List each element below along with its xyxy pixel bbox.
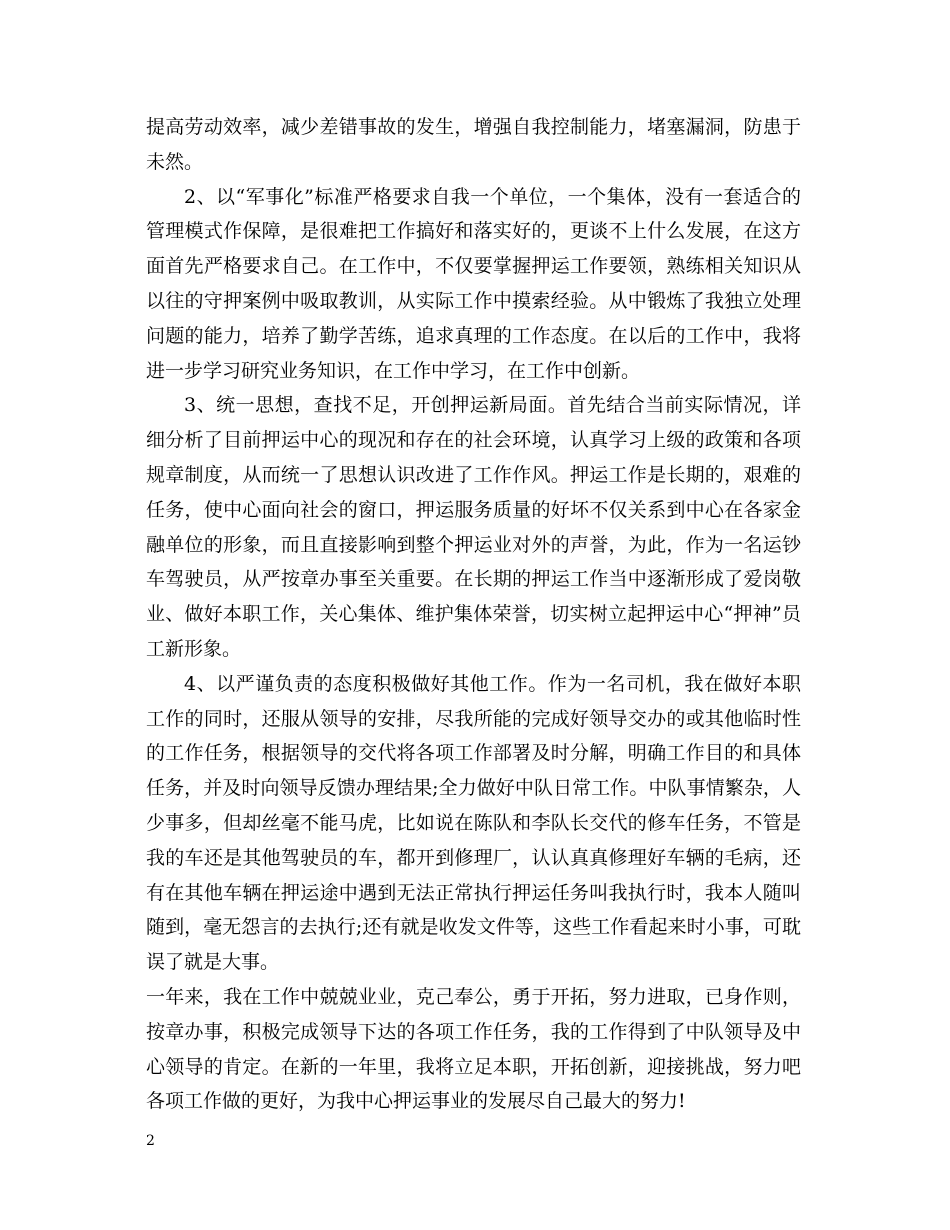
- page-number: 2: [146, 1133, 155, 1149]
- document-body: [146, 110, 801, 1119]
- paragraph-item-3: 3、统一思想，查找不足，开创押运新局面。首先结合当前实际情况，详细分析了目前押运中心的现况和存在的社会环境，认真学习上级的政策和各项规章制度，从而统一了思想认识改进了工作作风。押运工作是长期的，艰难的任务，使中心面向社会的窗口，押运服务质量的好坏不仅关系到中心在各家金融单位的形象，而且直接影响到整个押运业对外的声誉，为此，作为一名运钞车驾驶员，从严按章办事至关重要。在长期的押运工作当中逐渐形成了爱岗敬业、做好本职工作，关心集体、维护集体荣誉，切实树立起押运中心“押神”员工新形象。: [146, 394, 801, 660]
- paragraph-item-2: 2、以“军事化”标准严格要求自我一个单位，一个集体，没有一套适合的管理模式作保障，是很难把工作搞好和落实好的，更谈不上什么发展，在这方面首先严格要求自己。在工作中，不仅要掌握押运工作要领，熟练相关知识从以往的守押案例中吸取教训，从实际工作中摸索经验。从中锻炼了我独立处理问题的能力，培养了勤学苦练，追求真理的工作态度。在以后的工作中，我将进一步学习研究业务知识，在工作中学习，在工作中创新。: [146, 185, 801, 382]
- paragraph-continuation: 提高劳动效率，减少差错事故的发生，增强自我控制能力，堵塞漏洞，防患于未然。: [146, 116, 801, 173]
- paragraph-item-4: 4、以严谨负责的态度积极做好其他工作。作为一名司机，我在做好本职工作的同时，还服从领导的安排，尽我所能的完成好领导交办的或其他临时性的工作任务，根据领导的交代将各项工作部署及时分解，明确工作目的和具体任务，并及时向领导反馈办理结果;全力做好中队日常工作。中队事情繁杂，人少事多，但却丝毫不能马虎，比如说在陈队和李队长交代的修车任务，不管是我的车还是其他驾驶员的车，都开到修理厂，认认真真修理好车辆的毛病，还有在其他车辆在押运途中遇到无法正常执行押运任务叫我执行时，我本人随叫随到，毫无怨言的去执行;还有就是收发文件等，这些工作看起来时小事，可耽误了就是大事。: [146, 672, 801, 974]
- paragraph-summary: 一年来，我在工作中兢兢业业，克己奉公，勇于开拓，努力进取，已身作则，按章办事，积极完成领导下达的各项工作任务，我的工作得到了中队领导及中心领导的肯定。在新的一年里，我将立足本职，开拓创新，迎接挑战，努力吧各项工作做的更好，为我中心押运事业的发展尽自己最大的努力!: [146, 985, 801, 1113]
